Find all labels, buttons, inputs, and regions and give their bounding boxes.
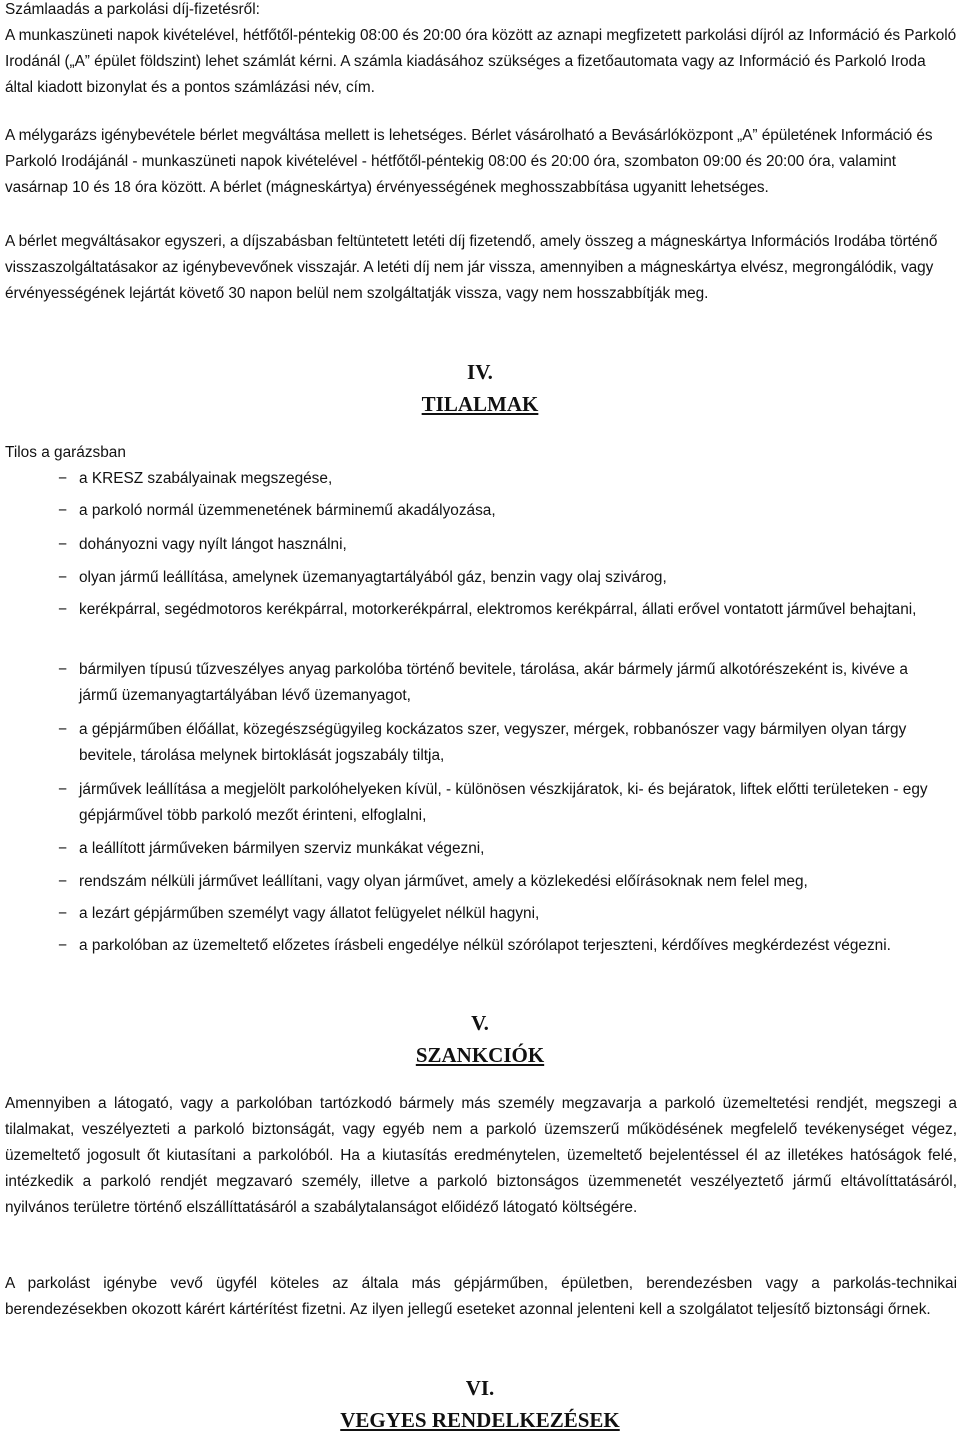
list-item bbox=[58, 498, 949, 524]
invoice-paragraph: A munkaszüneti napok kivételével, hétfőtől-péntekig 08:00 és 20:00 óra között az aznapi megfizetett parkolási díjról az Információ és Parkoló Irodánál („A” épület földszint) lehet számlát kérni. A számla kiadásához szükséges a fizetőautomata vagy az Információ és Parkoló Iroda által kiadott bizonylat és a pontos számlázási név, cím. bbox=[5, 27, 957, 96]
section-vi-heading bbox=[0, 1372, 960, 1436]
dash-bullet: − bbox=[58, 661, 67, 678]
list-item-text: kerékpárral, segédmotoros kerékpárral, motorkerékpárral, elektromos kerékpárral, állati erővel vontatott járművel behajtani, bbox=[79, 601, 917, 618]
season-ticket-paragraph: A mélygarázs igénybevétele bérlet megváltása mellett is lehetséges. Bérlet vásárolható a Bevásárlóközpont „A” épületének Információ és Parkoló Irodájánál - munkaszüneti napok kivételével - hétfőtől-péntekig 08:00 és 20:00 óra, szombaton 09:00 és 20:00 óra, valamint vasárnap 10 és 18 óra között. A bérlet (mágneskártya) érvényességének meghosszabbítása ugyanitt lehetséges. bbox=[5, 127, 933, 196]
dash-bullet: − bbox=[58, 873, 67, 890]
list-item-text: olyan jármű leállítása, amelynek üzemanyagtartályából gáz, benzin vagy olaj szivárog, bbox=[79, 569, 667, 586]
dash-bullet: − bbox=[58, 781, 67, 798]
deposit-paragraph: A bérlet megváltásakor egyszeri, a díjszabásban feltüntetett letéti díj fizetendő, amely összeg a mágneskártya Információs Irodába történő visszaszolgáltatásakor az igénybevevőnek visszajár. A letéti díj nem jár vissza, amennyiben a mágneskártya elvész, megrongálódik, vagy érvényességének lejártát követő 30 napon belül nem szolgáltatják vissza, vagy nem hosszabbítják meg. bbox=[5, 233, 938, 302]
list-item-text: a lezárt gépjárműben személyt vagy állatot felügyelet nélkül hagyni, bbox=[79, 905, 540, 922]
list-item bbox=[58, 777, 949, 829]
list-item bbox=[58, 836, 949, 862]
dash-bullet: − bbox=[58, 502, 67, 519]
list-item-text: a leállított járműveken bármilyen szerviz munkákat végezni, bbox=[79, 840, 485, 857]
dash-bullet: − bbox=[58, 536, 67, 553]
dash-bullet: − bbox=[58, 721, 67, 738]
list-item-text: rendszám nélküli járművet leállítani, vagy olyan járművet, amely a közlekedési előírásoknak nem felel meg, bbox=[79, 873, 808, 890]
section-vi-title: VEGYES RENDELKEZÉSEK bbox=[340, 1408, 620, 1432]
section-vi-number: VI. bbox=[465, 1376, 495, 1400]
dash-bullet: − bbox=[58, 937, 67, 954]
list-item bbox=[58, 869, 949, 895]
list-item bbox=[58, 532, 949, 558]
list-item-text: járművek leállítása a megjelölt parkolóhelyeken kívül, - különösen vészkijáratok, ki- és bejáratok, liftek előtti területeken - egy gépjárművel több parkoló mezőt érinteni, elfoglalni, bbox=[79, 781, 928, 824]
sanctions-paragraph-2: A parkolást igénybe vevő ügyfél köteles az általa más gépjárműben, épületben, berendezésben vagy a parkolás-technikai berendezésekben okozott kárért kártérítést fizetni. Az ilyen jellegű eseteket azonnal jelenteni kell a szolgálatot teljesítő biztonsági őrnek. bbox=[5, 1275, 957, 1318]
dash-bullet: − bbox=[58, 905, 67, 922]
section-v-number: V. bbox=[471, 1011, 489, 1035]
list-item-text: a gépjárműben élőállat, közegészségügyileg kockázatos szer, vegyszer, mérgek, robbanószer vagy bármilyen olyan tárgy bevitele, tárolása melynek birtoklását jogszabály tiltja, bbox=[79, 721, 907, 764]
dash-bullet: − bbox=[58, 470, 67, 487]
section-iv-heading bbox=[0, 356, 960, 420]
list-item bbox=[58, 565, 949, 591]
section-v-title: SZANKCIÓK bbox=[415, 1043, 545, 1067]
section-iv-title: TILALMAK bbox=[421, 392, 539, 416]
list-item bbox=[58, 657, 949, 709]
prohibitions-lead: Tilos a garázsban bbox=[5, 444, 126, 461]
dash-bullet: − bbox=[58, 569, 67, 586]
sanctions-paragraph-1: Amennyiben a látogató, vagy a parkolóban tartózkodó bármely más személy megzavarja a parkoló üzemeltetési rendjét, megszegi a tilalmakat, veszélyezteti a parkoló biztonságát, vagy egyéb nem a parkoló üzemszerű működésének megfelelő tevékenységet végez, üzemeltető jogosult őt kiutasítani a parkolóból. Ha a kiutasítás eredménytelen, üzemeltető bejelentéssel él az illetékes hatóságok felé, intézkedik a parkoló rendjét megzavaró személy, illetve a parkoló biztonságos üzemmenetét veszélyeztető jármű eltávolíttatásáról, nyilvános területre történő elszállíttatásáról a szabálytalanságot előidéző látogató költségére. bbox=[5, 1095, 957, 1216]
list-item bbox=[58, 597, 949, 623]
list-item-text: bármilyen típusú tűzveszélyes anyag parkolóba történő bevitele, tárolása, akár bármely jármű alkotórészeként is, kivéve a jármű üzemanyagtartályában lévő üzemanyagot, bbox=[79, 661, 908, 704]
dash-bullet: − bbox=[58, 840, 67, 857]
dash-bullet: − bbox=[58, 601, 67, 618]
list-item-text: a KRESZ szabályainak megszegése, bbox=[79, 470, 333, 487]
list-item bbox=[58, 466, 949, 492]
invoice-heading: Számlaadás a parkolási díj-fizetésről: bbox=[5, 1, 260, 18]
section-v-heading bbox=[0, 1007, 960, 1071]
section-iv-number: IV. bbox=[467, 360, 493, 384]
list-item-text: a parkolóban az üzemeltető előzetes írásbeli engedélye nélkül szórólapot terjeszteni, kérdőíves megkérdezést végezni. bbox=[79, 937, 891, 954]
list-item bbox=[58, 901, 949, 927]
list-item-text: a parkoló normál üzemmenetének bárminemű akadályozása, bbox=[79, 502, 496, 519]
list-item-text: dohányozni vagy nyílt lángot használni, bbox=[79, 536, 347, 553]
list-item bbox=[58, 717, 949, 769]
list-item bbox=[58, 933, 949, 959]
